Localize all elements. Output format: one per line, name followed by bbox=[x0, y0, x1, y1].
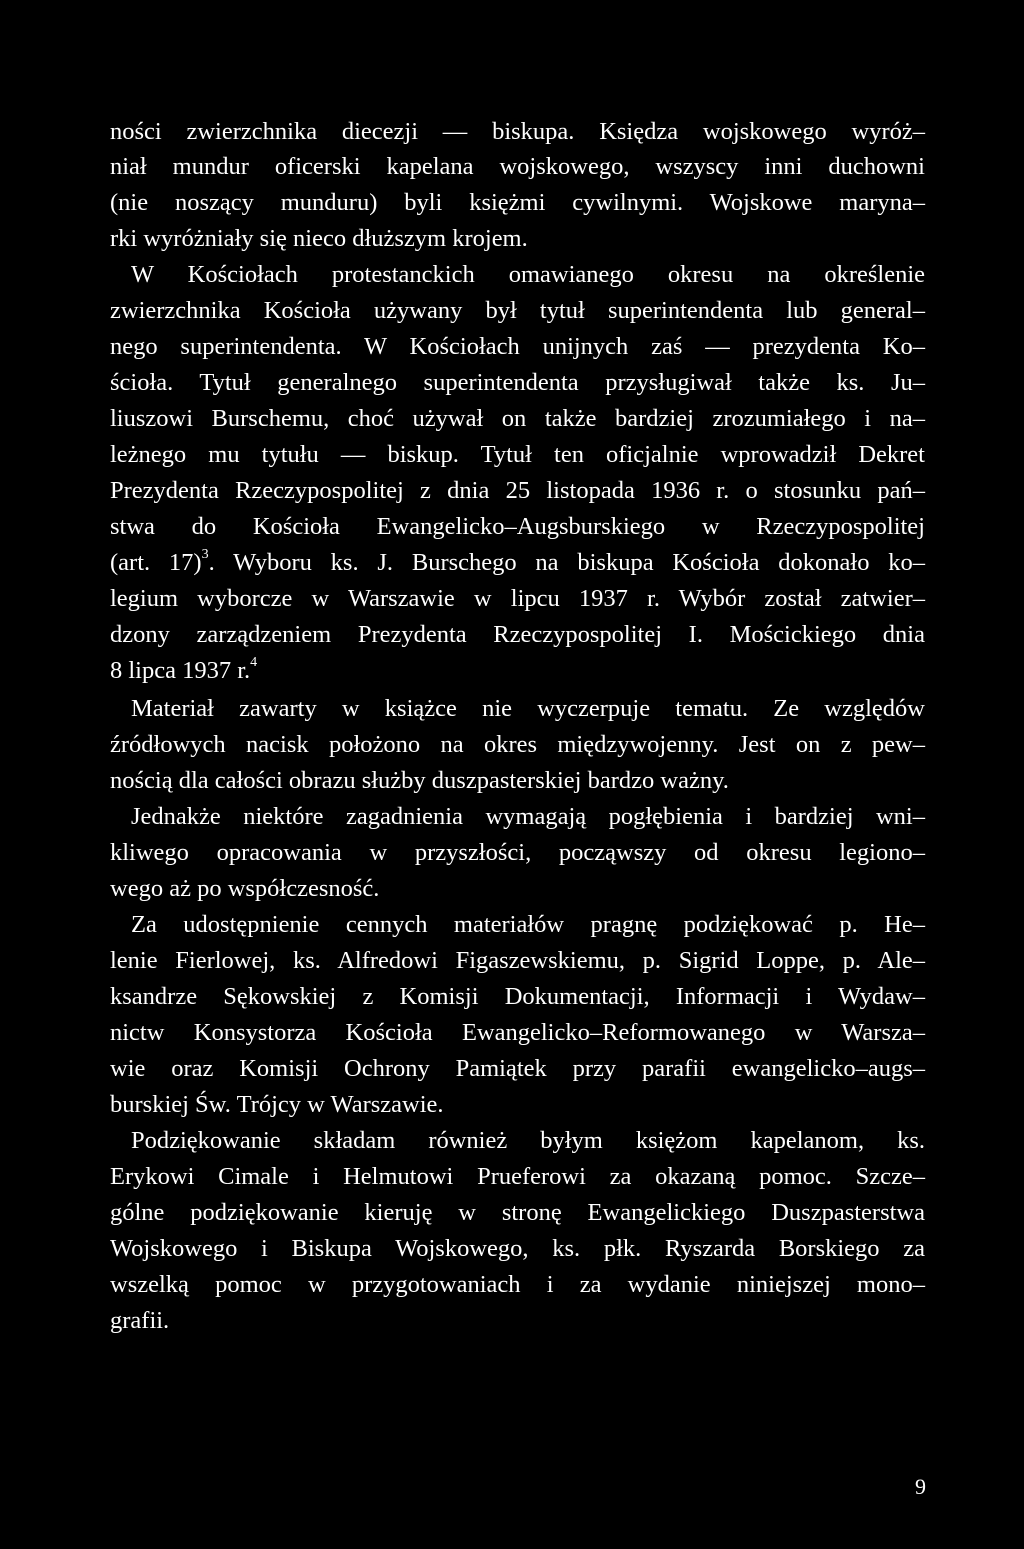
text-line: zwierzchnika Kościoła używany był tytuł superintendenta lub general– bbox=[110, 297, 925, 324]
text-line: dzony zarządzeniem Prezydenta Rzeczypospolitej I. Mościckiego dnia bbox=[110, 621, 925, 648]
text-line: wszelką pomoc w przygotowaniach i za wydanie niniejszej mono– bbox=[110, 1271, 925, 1298]
text-line: Za udostępnienie cennych materiałów pragnę podziękować p. He– bbox=[131, 911, 925, 938]
text-line: nością dla całości obrazu służby duszpasterskiej bardzo ważny. bbox=[110, 767, 729, 794]
text-line: ności zwierzchnika diecezji — biskupa. Księdza wojskowego wyróż– bbox=[110, 118, 925, 145]
text-fragment: (art. 17) bbox=[110, 549, 202, 576]
text-line: leżnego mu tytułu — biskup. Tytuł ten oficjalnie wprowadził Dekret bbox=[110, 441, 925, 468]
text-line: wie oraz Komisji Ochrony Pamiątek przy parafii ewangelicko–augs– bbox=[110, 1055, 925, 1082]
text-line: legium wyborcze w Warszawie w lipcu 1937 r. Wybór został zatwier– bbox=[110, 585, 925, 612]
footnote-ref: 3 bbox=[201, 546, 209, 562]
footnote-ref: 4 bbox=[250, 654, 258, 670]
text-line: stwa do Kościoła Ewangelicko–Augsburskiego w Rzeczypospolitej bbox=[110, 513, 925, 540]
text-line: ksandrze Sękowskiej z Komisji Dokumentacji, Informacji i Wydaw– bbox=[110, 983, 925, 1010]
text-line: nego superintendenta. W Kościołach unijnych zaś — prezydenta Ko– bbox=[110, 333, 925, 360]
text-line: Materiał zawarty w książce nie wyczerpuje tematu. Ze względów bbox=[131, 695, 925, 722]
text-line: lenie Fierlowej, ks. Alfredowi Figaszewskiemu, p. Sigrid Loppe, p. Ale– bbox=[110, 947, 925, 974]
text-line: liuszowi Burschemu, choć używał on także bardziej zrozumiałego i na– bbox=[110, 405, 925, 432]
text-line: Podziękowanie składam również byłym księżom kapelanom, ks. bbox=[131, 1127, 925, 1154]
text-line: Jednakże niektóre zagadnienia wymagają pogłębienia i bardziej wni– bbox=[131, 803, 925, 830]
text-line: nictw Konsystorza Kościoła Ewangelicko–Reformowanego w Warsza– bbox=[110, 1019, 925, 1046]
text-line: ścioła. Tytuł generalnego superintendenta przysługiwał także ks. Ju– bbox=[110, 369, 925, 396]
text-line bbox=[110, 548, 925, 580]
text-line: źródłowych nacisk położono na okres międzywojenny. Jest on z pew– bbox=[110, 731, 925, 758]
text-line: grafii. bbox=[110, 1307, 170, 1334]
text-fragment: 8 lipca 1937 r. bbox=[110, 657, 251, 684]
text-line: wego aż po współczesność. bbox=[110, 875, 380, 902]
text-line: W Kościołach protestanckich omawianego okresu na określenie bbox=[131, 261, 925, 288]
text-line: Prezydenta Rzeczypospolitej z dnia 25 listopada 1936 r. o stosunku pań– bbox=[110, 477, 925, 504]
page-number: 9 bbox=[915, 1474, 926, 1499]
text-line: (nie noszący munduru) byli księżmi cywilnymi. Wojskowe maryna– bbox=[110, 189, 925, 216]
text-line bbox=[110, 656, 925, 688]
text-line: rki wyróżniały się nieco dłuższym krojem. bbox=[110, 225, 528, 252]
text-line: Wojskowego i Biskupa Wojskowego, ks. płk. Ryszarda Borskiego za bbox=[110, 1235, 925, 1262]
text-line: gólne podziękowanie kieruję w stronę Ewangelickiego Duszpasterstwa bbox=[110, 1199, 925, 1226]
text-line: niał mundur oficerski kapelana wojskowego, wszyscy inni duchowni bbox=[110, 153, 925, 180]
text-line: burskiej Św. Trójcy w Warszawie. bbox=[110, 1091, 444, 1118]
text-fragment: . Wyboru ks. J. Burschego na biskupa Kościoła dokonało ko– bbox=[208, 549, 925, 576]
text-line: Erykowi Cimale i Helmutowi Prueferowi za okazaną pomoc. Szcze– bbox=[110, 1163, 925, 1190]
text-line: kliwego opracowania w przyszłości, począwszy od okresu legiono– bbox=[110, 839, 925, 866]
